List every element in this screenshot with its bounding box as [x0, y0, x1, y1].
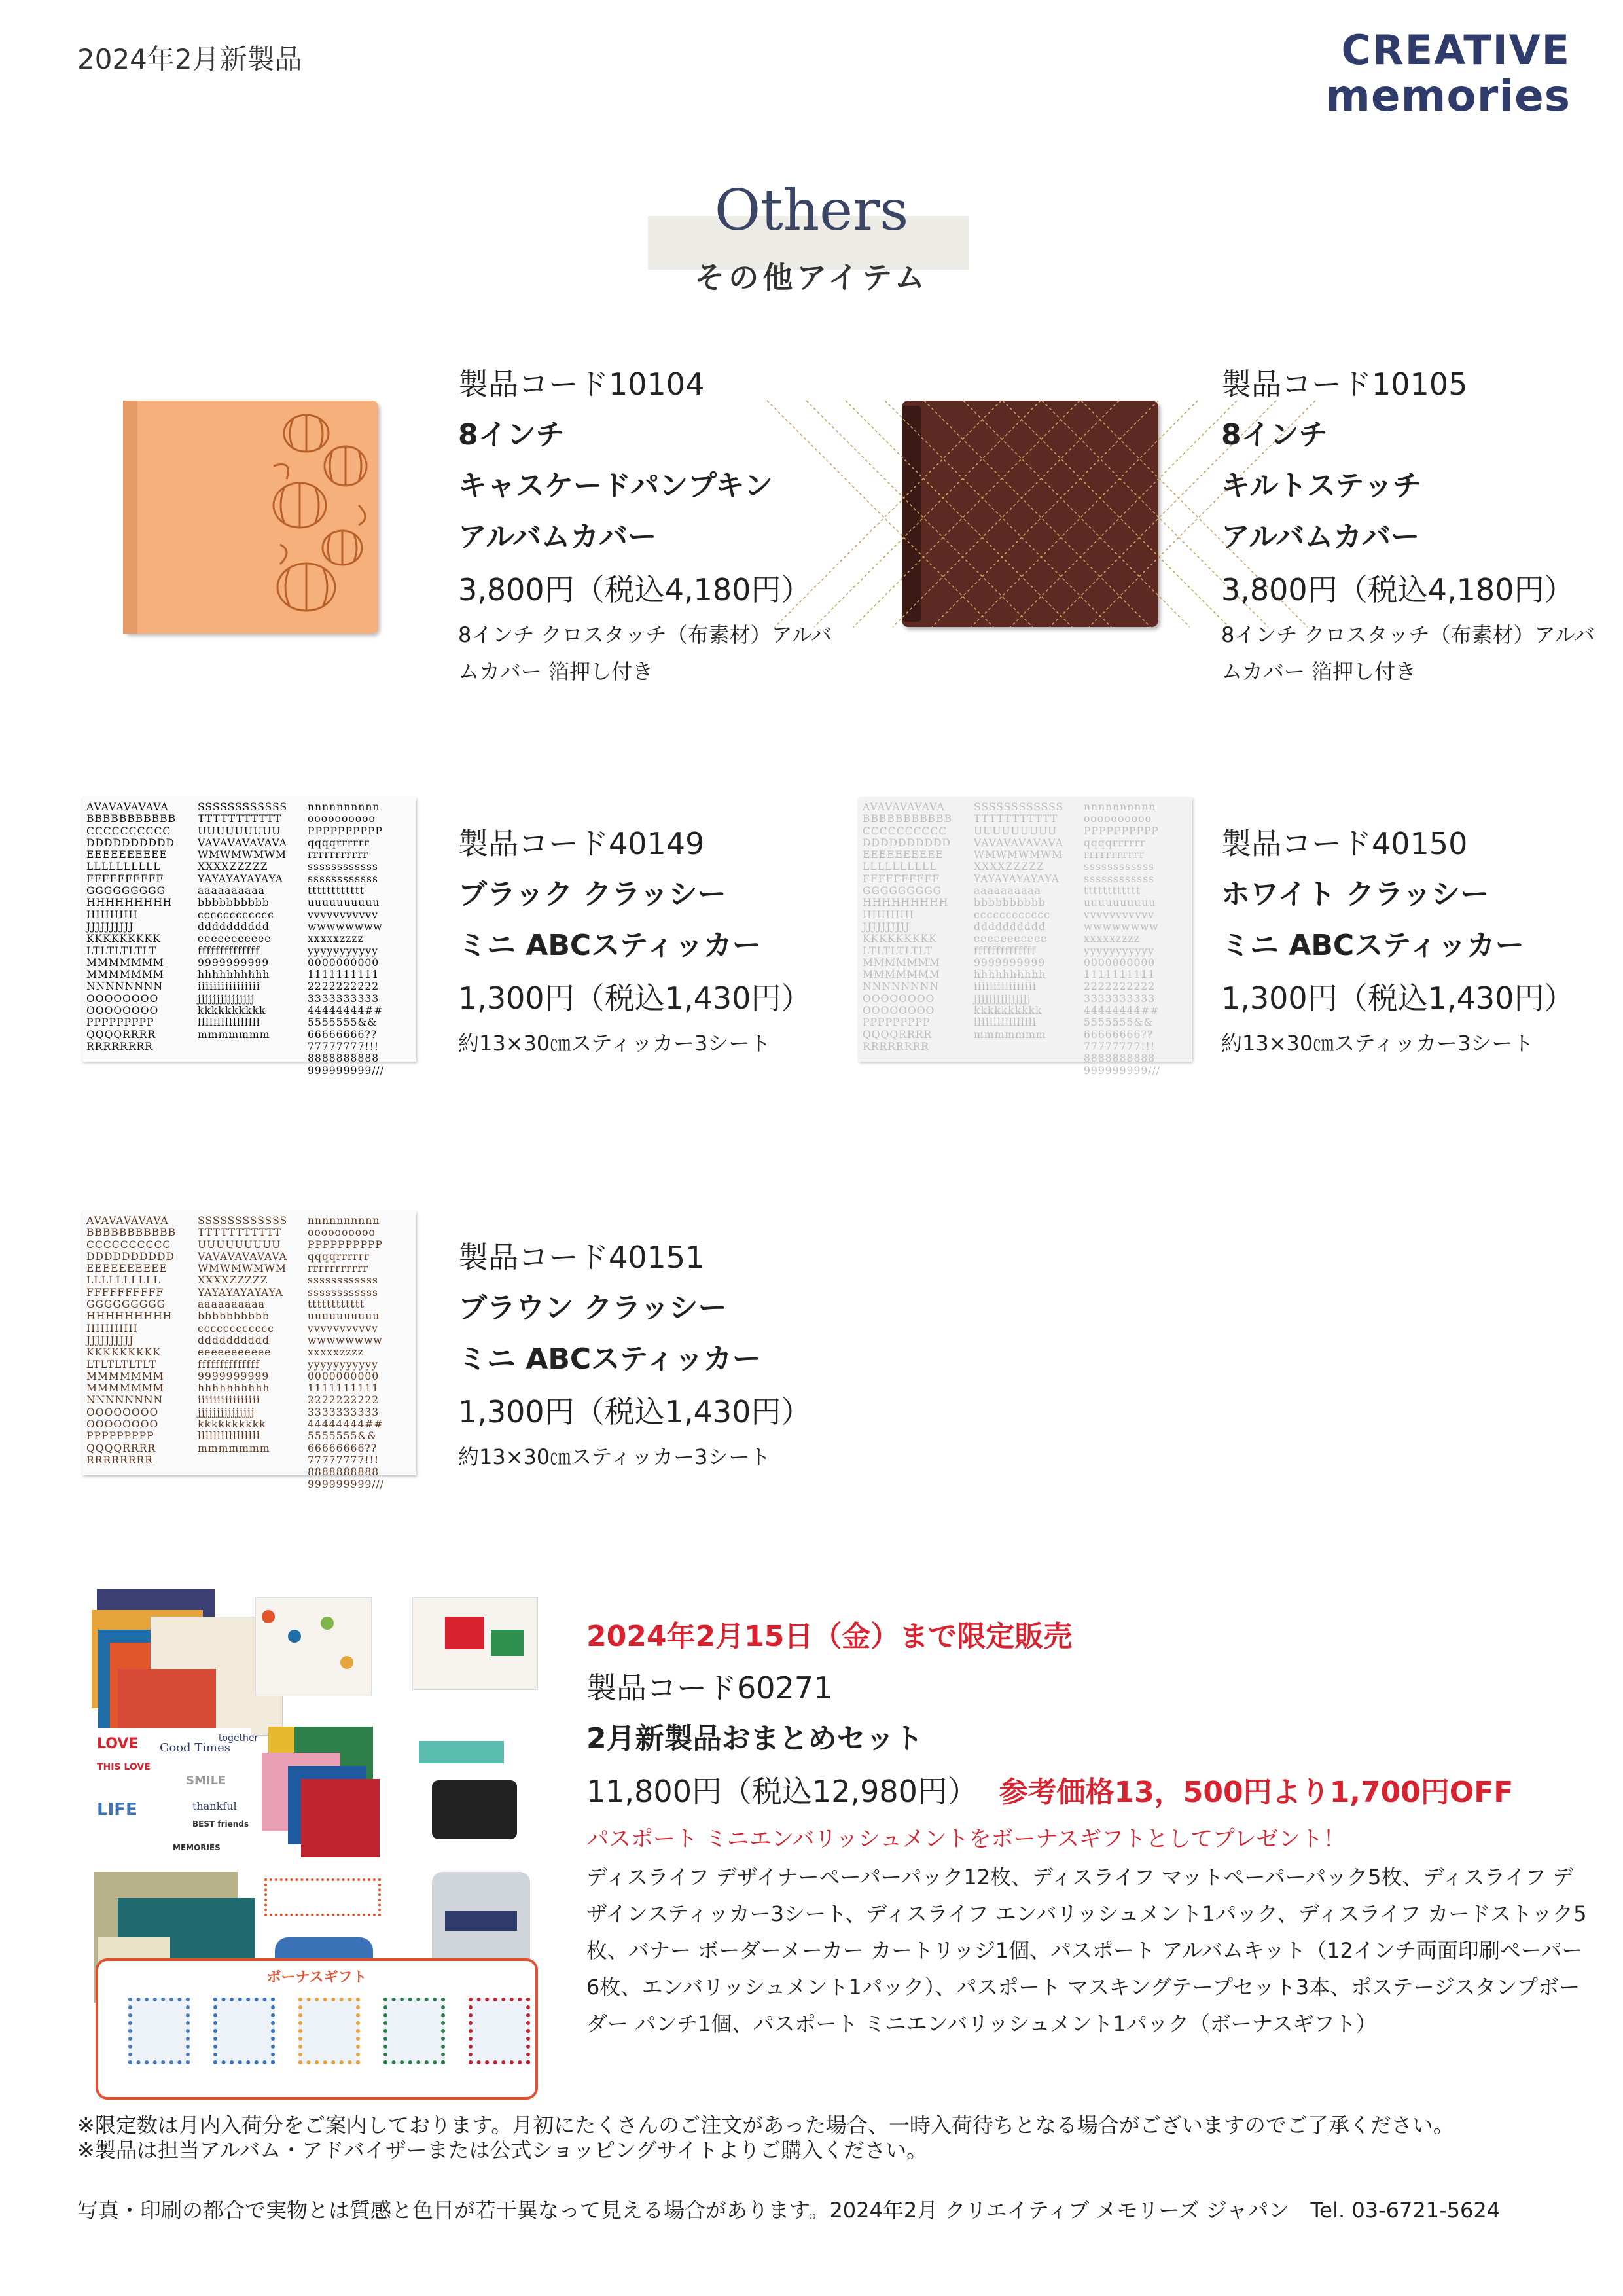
product-name-line: アルバムカバー — [458, 520, 657, 554]
product-price: 1,300円（税込1,430円） — [458, 1394, 812, 1429]
product-code: 製品コード60271 — [586, 1670, 833, 1706]
product-10105 — [1221, 359, 1595, 690]
product-name: 2月新製品おまとめセット — [586, 1722, 923, 1755]
product-name-line: キルトステッチ — [1221, 469, 1422, 503]
product-desc-line: 8インチ クロスタッチ（布素材）アルバ — [1221, 622, 1596, 647]
product-name-line: ブラウン クラッシー — [458, 1291, 727, 1325]
set-price-row — [586, 1765, 1586, 1820]
set-desc-line: 6枚、エンバリッシュメント1パック）、パスポート マスキングテープセット3本、ポステージスタンプボー — [586, 1975, 1580, 2000]
sticker-word: THIS LOVE — [97, 1762, 151, 1772]
bonus-gift-label: ボーナスギフト — [266, 1969, 367, 1986]
product-name-line: 8インチ — [458, 418, 565, 452]
sticker-word: SMILE — [186, 1774, 226, 1787]
sticker-word: LIFE — [97, 1800, 137, 1820]
product-code: 製品コード10104 — [458, 367, 705, 402]
sticker-word: BEST friends — [192, 1820, 249, 1829]
set-desc-line: 枚、バナー ボーダーメーカー カートリッジ1個、パスポート アルバムキット（12インチ両面印刷ペーパー — [586, 1938, 1583, 1963]
product-desc-line: ムカバー 箔押し付き — [458, 659, 654, 684]
product-code: 製品コード40151 — [458, 1240, 705, 1275]
product-name-line: ミニ ABCスティッカー — [458, 929, 761, 962]
traveler-stamp-icon — [298, 1998, 360, 2064]
pumpkin-album-image — [123, 401, 378, 634]
product-40151 — [458, 1232, 811, 1475]
product-name-line: ホワイト クラッシー — [1221, 878, 1489, 911]
binoculars-stamp-icon — [128, 1998, 190, 2064]
logo-word-bottom: memories — [1325, 71, 1571, 121]
product-desc-line: 8インチ クロスタッチ（布素材）アルバ — [458, 622, 832, 647]
limited-sale-deadline: 2024年2月15日（金）まで限定販売 — [586, 1620, 1073, 1653]
product-name-line: キャスケードパンプキン — [458, 469, 773, 503]
footer-text: 写真・印刷の都合で実物とは質感と色目が若干異なって見える場合があります。2024年2月 クリエイティブ メモリーズ ジャパン Tel. 03-6721-5624 — [77, 2198, 1501, 2223]
product-desc-line: 約13×30㎝スティッカー3シート — [458, 1031, 771, 1056]
bundle-set-info — [586, 1611, 1586, 2042]
product-name-line: ブラック クラッシー — [458, 878, 726, 911]
product-price: 3,800円（税込4,180円） — [458, 572, 812, 607]
product-code: 製品コード40150 — [1221, 826, 1468, 861]
globe-stamp-icon — [469, 1998, 530, 2064]
set-desc-line: ダー パンチ1個、パスポート ミニエンバリッシュメント1パック（ボーナスギフト） — [586, 2011, 1377, 2036]
quilt-album-image — [902, 401, 1158, 627]
product-desc-line: 約13×30㎝スティッカー3シート — [458, 1444, 771, 1469]
sticker-word: MEMORIES — [173, 1843, 221, 1852]
logo-word-top: CREATIVE — [1341, 26, 1571, 74]
section-title-ja: その他アイテム — [694, 260, 929, 295]
date-label: 2024年2月新製品 — [77, 43, 302, 75]
black-sticker-sheets-image: AVAVAVAVAVA BBBBBBBBBBB CCCCCCCCCC DDDDDDDDDD EEEEEEEEEE LLLLLLLLLL FFFFFFFFFF GGGGGGGGG HHHHHHHHH IIIIIIIIIII JJJJJJJJJJ KKKKKKKKK LTLTLTLTLT MMMMMMM MMMMMMM NNNNNNNN OOOOOOOO OOOOOOOO PPPPPPPPP QQQQRRRR RRRRRRRR SSSSSSSSSSSS TTTTTTTTTTT UUUUUUUUU VAVAVAVAVAVA WMWMWMWM XXXXZZZZZ YAYAYAYAYAYA aaaaaaaaaa bbbbbbbbbb cccccccccccc dddddddddd eeeeeeeeeee ffffffffffffff 9999999999 hhhhhhhhhh iiiiiiiiiiiiiiii jjjjjjjjjjjjjjj kkkkkkkkkk llllllllllllllll mmmmmmm nnnnnnnnnn oooooooooo PPPPPPPPPP qqqqrrrrrr rrrrrrrrrrr ssssssssssss ssssssssssss tttttttttttt uuuuuuuuuu vvvvvvvvvvv wwwwwwww xxxxxzzzz yyyyyyyyyyy 0000000000 1111111111 2222222222 3333333333 44444444## 5555555&& 66666666?? 77777777!!! 8888888888 999999999/// — [82, 797, 416, 1062]
product-name-line: ミニ ABCスティッカー — [1221, 929, 1524, 962]
footnote-line: ※限定数は月内入荷分をご案内しております。月初にたくさんのご注文があった場合、一時入荷待ちとなる場合がございますのでご了承ください。 — [77, 2113, 1454, 2138]
white-sticker-sheets-image: AVAVAVAVAVA BBBBBBBBBBB CCCCCCCCCC DDDDDDDDDD EEEEEEEEEE LLLLLLLLLL FFFFFFFFFF GGGGGGGGG HHHHHHHHH IIIIIIIIIII JJJJJJJJJJ KKKKKKKKK LTLTLTLTLT MMMMMMM MMMMMMM NNNNNNNN OOOOOOOO OOOOOOOO PPPPPPPPP QQQQRRRR RRRRRRRR SSSSSSSSSSSS TTTTTTTTTTT UUUUUUUUU VAVAVAVAVAVA WMWMWMWM XXXXZZZZZ YAYAYAYAYAYA aaaaaaaaaa bbbbbbbbbb cccccccccccc dddddddddd eeeeeeeeeee ffffffffffffff 9999999999 hhhhhhhhhh iiiiiiiiiiiiiiii jjjjjjjjjjjjjjj kkkkkkkkkk llllllllllllllll mmmmmmm nnnnnnnnnn oooooooooo PPPPPPPPPP qqqqrrrrrr rrrrrrrrrrr ssssssssssss ssssssssssss tttttttttttt uuuuuuuuuu vvvvvvvvvvv wwwwwwww xxxxxzzzz yyyyyyyyyyy 0000000000 1111111111 2222222222 3333333333 44444444## 5555555&& 66666666?? 77777777!!! 8888888888 999999999/// — [859, 797, 1192, 1062]
sticker-word: together — [219, 1733, 259, 1744]
product-desc-line: ムカバー 箔押し付き — [1221, 659, 1417, 684]
product-40149 — [458, 818, 811, 1062]
product-price: 1,300円（税込1,430円） — [1221, 980, 1575, 1016]
product-name-line: ミニ ABCスティッカー — [458, 1342, 761, 1376]
footnotes — [77, 2113, 1454, 2162]
set-desc-line: ザインスティッカー3シート、ディスライフ エンバリッシュメント1パック、ディスライフ カードストック5 — [586, 1901, 1587, 1926]
product-price: 3,800円（税込4,180円） — [1221, 572, 1575, 607]
reference-price: 参考価格13，500円より1,700円OFF — [999, 1776, 1514, 1809]
product-code: 製品コード10105 — [1221, 367, 1468, 402]
train-stamp-icon — [383, 1998, 445, 2064]
footnote-line: ※製品は担当アルバム・アドバイザーまたは公式ショッピングサイトよりご購入ください。 — [77, 2138, 928, 2162]
sticker-word: Good Times — [160, 1741, 231, 1755]
sticker-word: LOVE — [97, 1736, 139, 1752]
sticker-word: thankful — [192, 1800, 237, 1812]
product-price: 1,300円（税込1,430円） — [458, 980, 812, 1016]
section-title-en: Others — [714, 178, 909, 243]
pumpkin-pattern-icon — [267, 407, 372, 627]
brand-logo — [1302, 26, 1577, 124]
product-desc-line: 約13×30㎝スティッカー3シート — [1221, 1031, 1534, 1056]
product-price: 11,800円（税込12,980円） — [586, 1774, 978, 1809]
bonus-gift-note: パスポート ミニエンバリッシュメントをボーナスギフトとしてプレゼント！ — [586, 1826, 1346, 1852]
brown-sticker-sheets-image: AVAVAVAVAVA BBBBBBBBBBB CCCCCCCCCC DDDDDDDDDD EEEEEEEEEE LLLLLLLLLL FFFFFFFFFF GGGGGGGGG HHHHHHHHH IIIIIIIIIII JJJJJJJJJJ KKKKKKKKK LTLTLTLTLT MMMMMMM MMMMMMM NNNNNNNN OOOOOOOO OOOOOOOO PPPPPPPPP QQQQRRRR RRRRRRRR SSSSSSSSSSSS TTTTTTTTTTT UUUUUUUUU VAVAVAVAVAVA WMWMWMWM XXXXZZZZZ YAYAYAYAYAYA aaaaaaaaaa bbbbbbbbbb cccccccccccc dddddddddd eeeeeeeeeee ffffffffffffff 9999999999 hhhhhhhhhh iiiiiiiiiiiiiiii jjjjjjjjjjjjjjj kkkkkkkkkk llllllllllllllll mmmmmmm nnnnnnnnnn oooooooooo PPPPPPPPPP qqqqrrrrrr rrrrrrrrrrr ssssssssssss ssssssssssss tttttttttttt uuuuuuuuuu vvvvvvvvvvv wwwwwwww xxxxxzzzz yyyyyyyyyyy 0000000000 1111111111 2222222222 3333333333 44444444## 5555555&& 66666666?? 77777777!!! 8888888888 999999999/// — [82, 1211, 416, 1475]
product-10104 — [458, 359, 832, 690]
ship-stamp-icon — [213, 1998, 275, 2064]
product-name-line: 8インチ — [1221, 418, 1328, 452]
product-40150 — [1221, 818, 1574, 1062]
product-name-line: アルバムカバー — [1221, 520, 1420, 554]
product-code: 製品コード40149 — [458, 826, 705, 861]
quilt-pattern-icon — [924, 401, 1158, 627]
bonus-gift-box — [96, 1958, 538, 2100]
set-desc-line: ディスライフ デザイナーペーパーパック12枚、ディスライフ マットペーパーパック5枚、ディスライフ デ — [586, 1865, 1574, 1890]
